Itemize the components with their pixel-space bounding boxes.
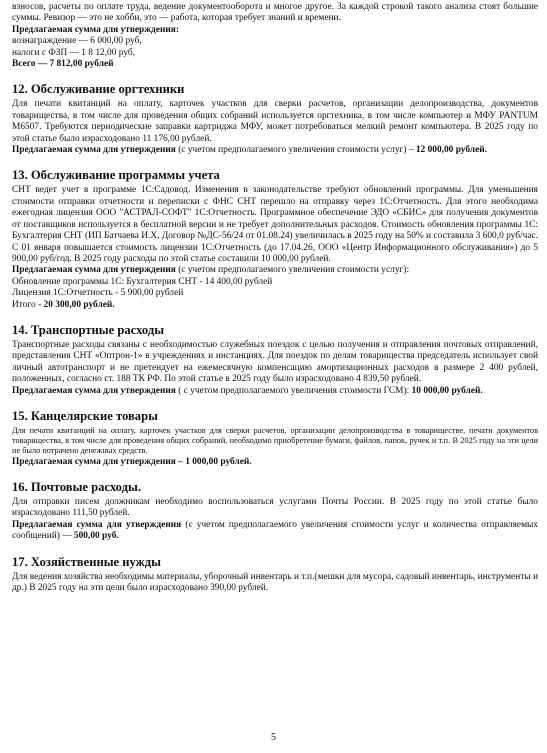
section-12-heading: 12. Обслуживание оргтехники (12, 82, 185, 97)
proposed-label: Предлагаемая сумма для утверждения (12, 519, 182, 530)
section-15-text: Для печати квитанций на оплату, карточек участков для сверки расчетов, организации делопроизводства в товариществе, печати документов товарищества, в том числе для проведения общих собраний, необходимо приобретение бумаги, файлов, папок, ручек и т.п. В 2025 году на эти цели не было потрачено денежных средств. (12, 425, 538, 456)
document-body (12, 2, 538, 594)
proposed-note: ( с учетом предполагаемого увеличения стоимости ГСМ): (178, 385, 410, 396)
intro-proposed-label: Предлагаемая сумма для утверждения: (12, 24, 179, 35)
proposed-label: Предлагаемая сумма для утверждения (12, 265, 176, 276)
section-17-text: Для ведения хозяйства необходимы материалы, уборочный инвентарь и т.п.(мешки для мусора, садовый инвентарь, инструменты и др.) В 2025 году на эти цели было израсходовано 390,00 рублей. (12, 571, 538, 594)
section-13-item-license: Лицензия 1С:Отчетность - 5 900,00 рублей (12, 288, 184, 299)
section-13-total (12, 300, 538, 311)
section-14-text: Транспортные расходы связаны с необходимостью служебных поездок с целью получения и отправления почтовых отправлений, представления СНТ «Оптрон-1» в учреждениях и инстанциях. Для поездок по делам товарищества председатель использует свой личный автотранспорт и не претендует на ежемесячную компенсацию амортизационных расходов в размере 2 400 рублей, положенных, согласно ст. 188 ТК РФ. По этой статье в 2025 году было израсходовано 4 839,50 рублей. (12, 339, 538, 385)
intro-paragraph: взносов, расчеты по оплате труда, ведение документооборота и многое другое. За каждой строкой такого анализа стоят большие суммы. Ревизор — это не хобби, это — работа, которая требует знаний и времени. (12, 2, 538, 24)
section-16-text: Для отправки писем должникам необходимо воспользоваться услугами Почты России. В 2025 году по этой статье было израсходовано 111,50 рублей. (12, 496, 538, 519)
intro-item-taxes: налоги с ФЗП — 1 8 12,00 руб, (12, 47, 136, 58)
intro-item-fee: вознаграждение — 6 000,00 руб, (12, 36, 142, 47)
section-13-heading: 13. Обслуживание программы учета (12, 168, 220, 183)
proposed-sum: 10 000,00 рублей. (411, 385, 483, 396)
section-13-item-update: Обновление программы 1С: Бухгалтерия СНТ - 14 400,00 рублей (12, 276, 273, 287)
proposed-note: (с учетом предполагаемого увеличения стоимости услуг) – (178, 145, 414, 156)
section-16-heading: 16. Почтовые расходы. (12, 479, 141, 494)
proposed-note: (с учетом предполагаемого увеличения стоимости услуг и количества отправляемых сообщений) — (12, 519, 538, 542)
proposed-label: Предлагаемая сумма для утверждения (12, 145, 176, 156)
proposed-label: Предлагаемая сумма для утверждения (12, 385, 176, 396)
section-13-proposed (12, 265, 538, 276)
section-15-proposed: Предлагаемая сумма для утверждения – 1 000,00 рублей. (12, 456, 252, 467)
section-14-proposed (12, 386, 538, 397)
section-13-text: СНТ ведет учет в программе 1С:Садовод. Изменения в законодательстве требуют обновлений программы. Для уменьшения стоимости отправки отчетности и переписки с ФНС СНТ перешло на отправку через 1С:Отчетность. Для этого необходима ежегодная лицензия ООО "АСТРАЛ-СОФТ" 1С:Отчетность. Программное обеспечение ЭДО «СБИС» для получения документов от поставщиков используется в бесплатной версии и не требует дополнительных расходов. Стоимость обновления программы 1С: Бухгалтерия СНТ (ИП Батчаева И.Х, Договор №ДС-56/24 от 01.08.24) увеличилась в 2025 году на 50% и составила 3 600,0 руб/час. С 01 января повышается стоимость лицензии 1С:Отчетность (до 17.04.26, ООО «Центр Информационного обслуживания») до 5 900,00 руб/год. В 2025 году расходы по этой статье составили 10 000,00 рублей. (12, 185, 538, 264)
total-label: Итого - (12, 299, 42, 310)
section-15-heading: 15. Канцелярские товары (12, 408, 158, 423)
total-sum: 20 300,00 рублей. (43, 299, 115, 310)
section-16-proposed (12, 520, 538, 543)
proposed-sum: 500,00 руб. (73, 531, 119, 542)
section-12-proposed (12, 145, 538, 156)
page-number: 5 (271, 732, 276, 743)
section-12-text: Для печати квитанций на оплату, карточек участков для сверки расчетов, организации делопроизводства, документов товарищества, в том числе для проведения общих собраний используется оргтехника, в том числе компьютер и МФУ PANTUM M6507. Требуются периодические заправки картриджа МФУ, может потребоваться мелкий ремонт компьютера. В 2025 году по этой статье было израсходовано 11 176,00 рублей. (12, 99, 538, 144)
proposed-note: (с учетом предполагаемого увеличения стоимости услуг): (178, 265, 410, 276)
proposed-sum: 12 000,00 рублей. (415, 145, 487, 156)
section-17-heading: 17. Хозяйственные нужды (12, 554, 161, 569)
intro-total: Всего — 7 812,00 рублей (12, 59, 114, 70)
section-14-heading: 14. Транспортные расходы (12, 322, 165, 337)
